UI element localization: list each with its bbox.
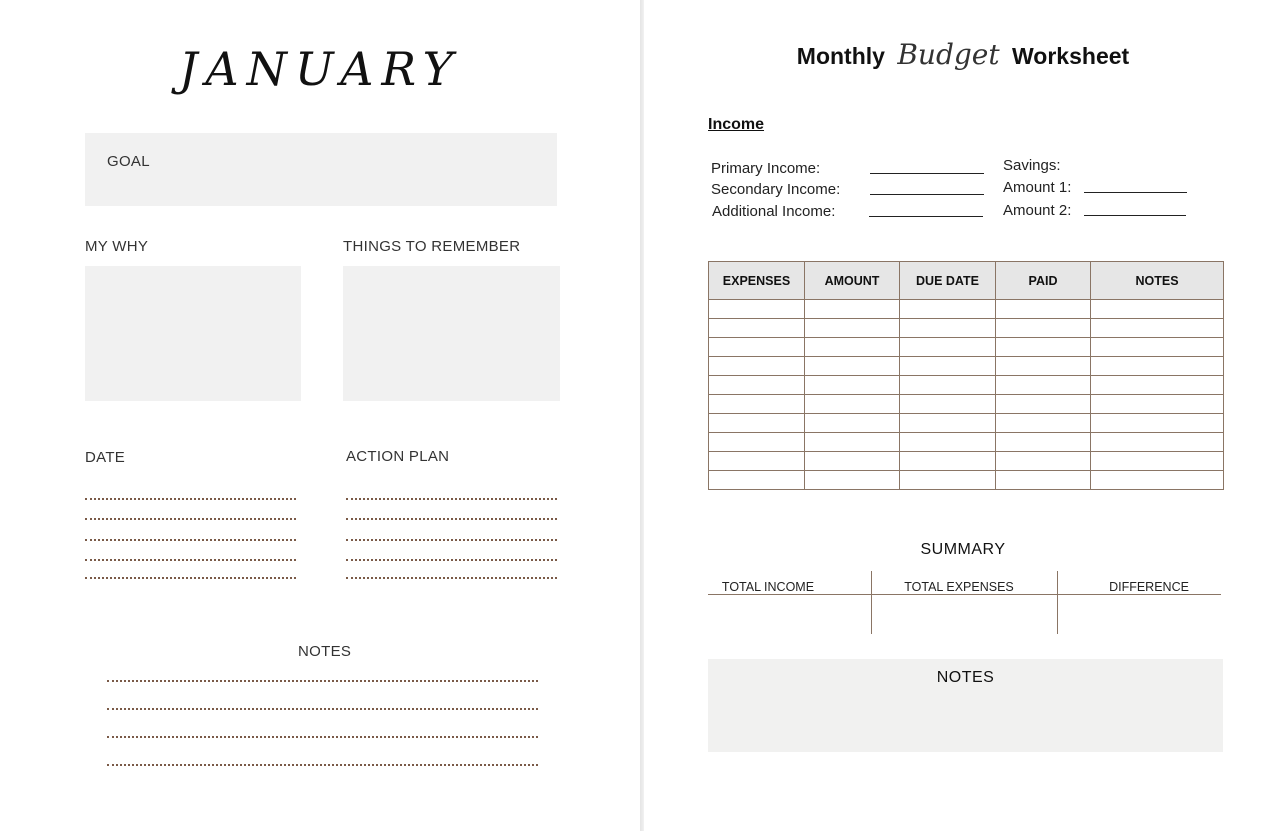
table-row (709, 395, 1224, 414)
notes-box[interactable] (708, 659, 1223, 752)
summary-rule (708, 594, 1221, 595)
budget-worksheet-page (644, 0, 1282, 831)
things-to-remember-label: THINGS TO REMEMBER (343, 238, 521, 255)
action-plan-line[interactable] (346, 498, 557, 500)
table-row (709, 471, 1224, 490)
month-title: JANUARY (178, 42, 462, 96)
table-cell[interactable] (709, 414, 805, 433)
table-row (709, 319, 1224, 338)
table-cell[interactable] (805, 414, 900, 433)
my-why-label: MY WHY (85, 238, 149, 255)
amount-1-label: Amount 1: (1003, 179, 1072, 196)
table-cell[interactable] (996, 338, 1091, 357)
table-cell[interactable] (996, 376, 1091, 395)
total-income-label: TOTAL INCOME (721, 580, 815, 594)
date-line[interactable] (85, 559, 296, 561)
income-heading: Income (708, 116, 765, 133)
notes-line[interactable] (107, 680, 538, 682)
table-cell[interactable] (1091, 376, 1224, 395)
table-cell[interactable] (805, 452, 900, 471)
action-plan-label: ACTION PLAN (346, 448, 450, 465)
table-cell[interactable] (709, 357, 805, 376)
table-cell[interactable] (805, 300, 900, 319)
table-cell[interactable] (900, 338, 996, 357)
action-plan-line[interactable] (346, 518, 557, 520)
col-amount: AMOUNT (805, 262, 900, 300)
summary-divider (871, 571, 872, 634)
date-label: DATE (85, 449, 126, 466)
table-cell[interactable] (709, 395, 805, 414)
summary-title: SUMMARY (920, 541, 1006, 558)
table-cell[interactable] (1091, 338, 1224, 357)
table-cell[interactable] (805, 471, 900, 490)
notes-line[interactable] (107, 736, 538, 738)
date-line[interactable] (85, 498, 296, 500)
table-cell[interactable] (996, 357, 1091, 376)
table-row (709, 300, 1224, 319)
table-cell[interactable] (709, 376, 805, 395)
primary-income-label: Primary Income: (711, 160, 821, 177)
notes-box-label: NOTES (936, 669, 995, 686)
table-row (709, 376, 1224, 395)
table-row (709, 338, 1224, 357)
goal-box[interactable] (85, 133, 557, 206)
savings-label: Savings: (1003, 157, 1061, 174)
table-cell[interactable] (996, 471, 1091, 490)
col-expenses: EXPENSES (709, 262, 805, 300)
table-row (709, 357, 1224, 376)
total-expenses-label: TOTAL EXPENSES (904, 580, 1014, 594)
table-cell[interactable] (1091, 471, 1224, 490)
additional-income-label: Additional Income: (712, 203, 836, 220)
expenses-table (708, 261, 1224, 490)
date-line[interactable] (85, 577, 296, 579)
table-cell[interactable] (900, 357, 996, 376)
action-plan-line[interactable] (346, 577, 557, 579)
table-cell[interactable] (900, 452, 996, 471)
secondary-income-field[interactable] (870, 194, 984, 195)
difference-label: DIFFERENCE (1109, 580, 1189, 594)
table-cell[interactable] (1091, 300, 1224, 319)
table-cell[interactable] (805, 338, 900, 357)
amount-1-field[interactable] (1084, 192, 1187, 193)
expenses-body (709, 300, 1224, 490)
amount-2-label: Amount 2: (1003, 202, 1072, 219)
table-cell[interactable] (709, 433, 805, 452)
amount-2-field[interactable] (1084, 215, 1186, 216)
table-cell[interactable] (996, 452, 1091, 471)
table-cell[interactable] (996, 414, 1091, 433)
title-suffix: Worksheet (1012, 43, 1130, 69)
table-cell[interactable] (805, 433, 900, 452)
table-cell[interactable] (805, 376, 900, 395)
notes-line[interactable] (107, 764, 538, 766)
things-to-remember-box[interactable] (343, 266, 560, 401)
col-due-date: DUE DATE (900, 262, 996, 300)
table-cell[interactable] (805, 319, 900, 338)
table-cell[interactable] (1091, 452, 1224, 471)
notes-line[interactable] (107, 708, 538, 710)
table-cell[interactable] (900, 433, 996, 452)
table-cell[interactable] (900, 414, 996, 433)
col-notes: NOTES (1091, 262, 1224, 300)
my-why-box[interactable] (85, 266, 301, 401)
table-cell[interactable] (1091, 319, 1224, 338)
date-line[interactable] (85, 518, 296, 520)
table-cell[interactable] (709, 452, 805, 471)
additional-income-field[interactable] (869, 216, 983, 217)
title-script-word: Budget (897, 38, 1000, 71)
notes-label: NOTES (298, 643, 352, 660)
col-paid: PAID (996, 262, 1091, 300)
table-row (709, 414, 1224, 433)
worksheet-title (644, 38, 1282, 71)
table-cell[interactable] (709, 300, 805, 319)
date-line[interactable] (85, 539, 296, 541)
goal-label: GOAL (107, 153, 150, 170)
table-cell[interactable] (1091, 433, 1224, 452)
table-cell[interactable] (709, 338, 805, 357)
table-cell[interactable] (709, 319, 805, 338)
table-cell[interactable] (996, 300, 1091, 319)
expenses-header-row (709, 262, 1224, 300)
table-cell[interactable] (996, 433, 1091, 452)
primary-income-field[interactable] (870, 173, 984, 174)
action-plan-line[interactable] (346, 539, 557, 541)
table-cell[interactable] (805, 357, 900, 376)
table-cell[interactable] (1091, 395, 1224, 414)
table-row (709, 433, 1224, 452)
table-cell[interactable] (996, 395, 1091, 414)
table-cell[interactable] (709, 471, 805, 490)
action-plan-line[interactable] (346, 559, 557, 561)
table-cell[interactable] (900, 471, 996, 490)
table-cell[interactable] (1091, 357, 1224, 376)
summary-divider (1057, 571, 1058, 634)
table-cell[interactable] (805, 395, 900, 414)
secondary-income-label: Secondary Income: (711, 181, 841, 198)
title-prefix: Monthly (796, 43, 885, 69)
table-cell[interactable] (996, 319, 1091, 338)
table-cell[interactable] (900, 395, 996, 414)
table-cell[interactable] (1091, 414, 1224, 433)
table-cell[interactable] (900, 300, 996, 319)
table-row (709, 452, 1224, 471)
table-cell[interactable] (900, 376, 996, 395)
table-cell[interactable] (900, 319, 996, 338)
